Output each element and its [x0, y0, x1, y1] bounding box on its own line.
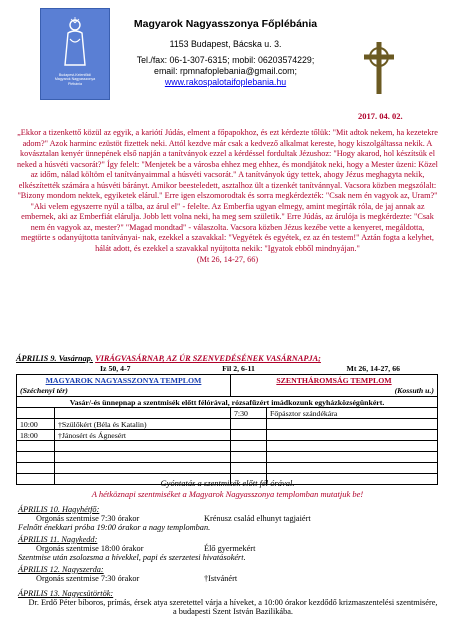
mass-entry	[18, 574, 438, 583]
logo-line: Magyarok Nagyasszonya	[54, 77, 96, 82]
mass-intent: Krénusz család elhunyt tagjaiért	[204, 514, 311, 523]
mass-intent: Élő gyermekért	[204, 544, 256, 553]
reading: Mt 26, 14-27, 66	[346, 364, 400, 373]
logo-line: Plébánia	[67, 81, 82, 86]
day-heading: ÁPRILIS 10. Hagyhétfő:	[18, 505, 100, 514]
website-link[interactable]: www.rakospalotaifoplebania.hu	[164, 77, 287, 87]
day-note: Felnőtt énekkari próba 19:00 órakor a nagy templomban.	[18, 523, 211, 532]
notice-row	[17, 397, 438, 408]
left-time	[17, 408, 55, 419]
reading: Fil 2, 6-11	[222, 364, 255, 373]
left-church-location: (Széchenyi tér)	[17, 386, 231, 397]
table-row	[17, 452, 438, 463]
right-intent	[267, 430, 438, 441]
church-header-row	[17, 375, 438, 386]
table-row	[17, 463, 438, 474]
table-row	[17, 408, 438, 419]
left-time: 18:00	[17, 430, 55, 441]
parish-logo	[40, 8, 110, 100]
reading: Iz 50, 4-7	[100, 364, 131, 373]
gospel-passage	[16, 128, 439, 265]
logo-text	[55, 73, 95, 86]
phone: Tel./fax: 06-1-307-6315; mobil: 06203574229;	[136, 55, 315, 65]
confession-note: Gyóntatás a szentmisék előtt fél órával.	[160, 478, 295, 488]
left-time: 10:00	[17, 419, 55, 430]
mass-time: Orgonás szentmise 7:30 órakor	[36, 514, 140, 523]
right-intent	[267, 441, 438, 452]
email: email: rpmnafoplebania@gmail.com;	[154, 66, 297, 76]
gospel-reference: (Mt 26, 14-27, 66)	[196, 254, 259, 264]
day-heading: ÁPRILIS 13. Nagycsütörtök:	[18, 589, 114, 598]
church-name: Magyarok Nagyasszonya Főplébánia	[133, 18, 318, 30]
right-church-name: SZENTHÁROMSÁG TEMPLOM	[231, 375, 438, 386]
right-time: 7:30	[231, 408, 267, 419]
right-time	[231, 463, 267, 474]
bulletin-date: 2017. 04. 02.	[358, 111, 403, 121]
right-time	[231, 452, 267, 463]
right-time	[231, 430, 267, 441]
table-row	[17, 430, 438, 441]
right-intent	[267, 452, 438, 463]
day-note: Szentmise után zsolozsma a hívekkel, papi és szerzetesi hivatásokért.	[18, 553, 246, 562]
chrism-mass-note: Dr. Erdő Péter bíboros, prímás, érsek atya szeretettel várja a híveket, a 10:00 órakor kezdődő krizmaszentelési szentmisére, a budapesti Szent István Bazilikába.	[28, 598, 438, 616]
mass-entry	[18, 514, 438, 523]
rosary-notice: Vasár/-és ünnepnap a szentmisék előtt félórával, rózsafűzért imádkozunk egyházközségünkért.	[17, 397, 438, 408]
right-intent: Főpásztor szándékára	[267, 408, 438, 419]
weekday-mass-note: A hétköznapi szentmiséket a Magyarok Nagyasszonya templomban mutatjuk be!	[91, 489, 364, 499]
right-intent	[267, 463, 438, 474]
right-church-location: (Kossuth u.)	[231, 386, 438, 397]
day-heading: ÁPRILIS 12. Nagyszerda:	[18, 565, 104, 574]
sunday-date: ÁPRILIS 9. Vasárnap.	[16, 354, 94, 363]
letterhead	[118, 18, 333, 87]
left-intent	[55, 452, 231, 463]
sunday-title: VIRÁGVASÁRNAP, AZ ÚR SZENVEDÉSÉNEK VASÁRNAPJA;	[95, 354, 321, 363]
left-intent	[55, 441, 231, 452]
mass-intent: †Istvánért	[204, 574, 238, 583]
mass-time: Orgonás szentmise 18:00 órakor	[36, 544, 144, 553]
weekday-schedule	[18, 505, 438, 616]
sunday-heading	[16, 354, 439, 363]
table-row	[17, 441, 438, 452]
madonna-figure-icon	[58, 17, 92, 69]
left-intent: †Szülőkért (Béla és Katalin)	[55, 419, 231, 430]
celtic-cross-icon	[362, 42, 396, 94]
address: 1153 Budapest, Bácska u. 3.	[169, 39, 282, 49]
logo-line: Budapest-Kelenföldi	[58, 73, 92, 77]
right-time	[231, 441, 267, 452]
church-sub-row	[17, 386, 438, 397]
left-church-name: MAGYAROK NAGYASSZONYA TEMPLOM	[17, 375, 231, 386]
readings	[100, 364, 400, 373]
right-time	[231, 419, 267, 430]
left-time	[17, 441, 55, 452]
left-intent: †Jánosért és Ágnesért	[55, 430, 231, 441]
mass-entry	[18, 544, 438, 553]
right-intent	[267, 419, 438, 430]
gospel-text: „Ekkor a tizenkettő közül az egyik, a kariótí Júdás, elment a főpapokhoz, és ezt kérdezte tőlük: "Mit adtok nekem, ha kezetekre adom?" Azok harminc ezüstöt fizettek neki. Attól kezdve már csak a kedvező alkalmat kereste, hogy kiszolgáltassa nekik. A kovásztalan kenyér ünnepének első napján a tanítványok ezzel a kérdéssel fordultak Jézushoz: "Hogy akarod, hol készítsük el neked a húsvéti vacsorát?" Így felelt: "Menjetek be a városba ehhez meg ehhez, és mondjátok neki, hogy a Mester üzeni: Közel az időm, nálad költöm el tanítványaimmal a húsvéti vacsorát." A tanítványok úgy tettek, ahogy Jézus meghagyta nekik, elkészítették számára a húsvéti bárányt. Amikor beesteledett, asztalhoz ült a tizenkét tanítvánnyal. Vacsora közben megszólalt: "Bizony mondom nektek, egyiketek elárul." Erre igen elszomorodtak és sorra megkérdezték: "Csak nem én vagyok az, Uram?" "Aki velem egyszerre nyúl a tálba, az árul el" - felelte. Az Emberfia ugyan elmegy, amint megírták róla, de jaj annak az embernek, aki az Emberfiát elárulja. Jobb lett volna neki, ha meg sem születik." Erre Júdás, az árulója is megkérdezte: "Csak nem én vagyok az, mester?" "Magad mondtad" - válaszolta. Vacsora közben Jézus kezébe vette a kenyeret, megáldotta, megtörte s odanyújtotta tanítványai- nak, ezekkel a szavakkal: "Vegyétek és egyétek, ez az én testem!" Aztán fogta a kelyhet, hálát adott, és ezekkel a szavakkal nyújtotta nekik: "Igyatok ebből mindnyájan."	[17, 128, 438, 254]
left-intent	[55, 408, 231, 419]
day-heading: ÁPRILIS 11. Nagykedd:	[18, 535, 98, 544]
mass-time: Orgonás szentmise 7:30 órakor	[36, 574, 140, 583]
left-time	[17, 463, 55, 474]
left-intent	[55, 463, 231, 474]
table-row	[17, 419, 438, 430]
mass-schedule-table	[16, 374, 438, 485]
left-time	[17, 452, 55, 463]
